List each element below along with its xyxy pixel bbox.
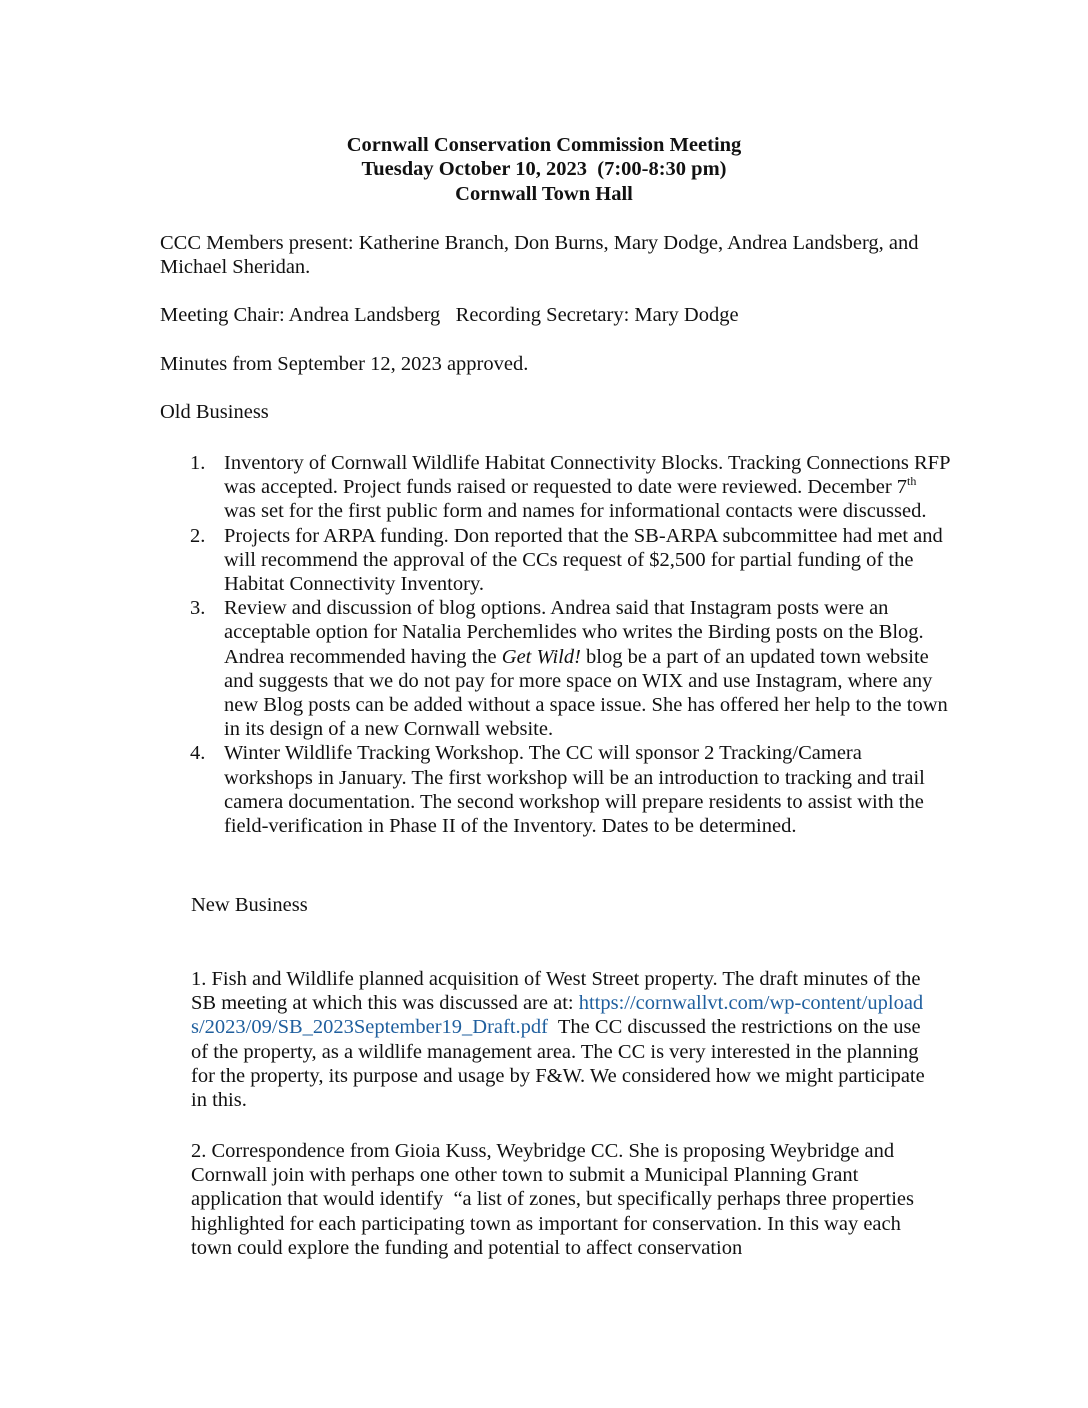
superscript: th bbox=[907, 474, 917, 489]
list-item-number: 2. bbox=[190, 524, 206, 547]
list-item bbox=[190, 524, 950, 597]
list-item bbox=[190, 451, 950, 524]
members-present: CCC Members present: Katherine Branch, Don Burns, Mary Dodge, Andrea Landsberg, and Michael Sheridan. bbox=[160, 232, 919, 279]
old-business-list bbox=[190, 451, 950, 838]
list-item-text: Review and discussion of blog options. Andrea said that Instagram posts were an acceptable option for Natalia Perchemlides who writes the Birding posts on the Blog. Andrea recommended having the Get Wild! blog be a part of an updated town website and suggests that we do not pay for more space on WIX and use Instagram, where any new Blog posts can be added without a space issue. She has offered her help to the town in its design of a new Cornwall website. bbox=[224, 597, 948, 741]
list-item bbox=[190, 596, 950, 741]
list-item bbox=[190, 741, 950, 838]
meeting-date: Tuesday October 10, 2023 (7:00-8:30 pm) bbox=[361, 158, 727, 181]
new-business-item-1: 1. Fish and Wildlife planned acquisition of West Street property. The draft minutes of the SB meeting at which this was discussed are at: https://cornwallvt.com/wp-content/uploads/2023/09/SB_2023September19_Draft.pdf The CC discussed the restrictions on the use of the property, as a wildlife management area. The CC is very interested in the planning for the property, its purpose and usage by F&W. We considered how we might participate in this. bbox=[191, 968, 930, 1112]
blog-name: Get Wild! bbox=[501, 645, 581, 668]
list-item-text: Winter Wildlife Tracking Workshop. The CC will sponsor 2 Tracking/Camera workshops in January. The first workshop will be an introduction to tracking and trail camera documentation. The second workshop will prepare residents to assist with the field-verification in Phase II of the Inventory. Dates to be determined. bbox=[224, 742, 925, 838]
new-business-item-2: 2. Correspondence from Gioia Kuss, Weybridge CC. She is proposing Weybridge and Cornwall join with perhaps one other town to submit a Municipal Planning Grant application that would identify “a list of zones, but specifically perhaps three properties highlighted for each participating town as important for conservation. In this way each town could explore the funding and potential to affect conservation bbox=[191, 1140, 920, 1259]
list-item-number: 3. bbox=[190, 597, 206, 620]
meeting-title: Cornwall Conservation Commission Meeting bbox=[346, 134, 742, 156]
meeting-header bbox=[0, 133, 1088, 206]
meeting-roles: Meeting Chair: Andrea Landsberg Recording Secretary: Mary Dodge bbox=[160, 304, 739, 326]
list-item-number: 1. bbox=[190, 452, 206, 474]
meeting-location: Cornwall Town Hall bbox=[455, 182, 633, 205]
draft-minutes-link[interactable]: https://cornwallvt.com/wp-content/uploads/2023/09/SB_2023September19_Draft.pdf bbox=[191, 992, 924, 1039]
list-item-text: Inventory of Cornwall Wildlife Habitat Connectivity Blocks. Tracking Connections RFP was accepted. Project funds raised or requested to date were reviewed. December 7th was set for the first public form and names for informational contacts were discussed. bbox=[224, 452, 950, 523]
new-business-heading: New Business bbox=[191, 894, 308, 916]
minutes-approval: Minutes from September 12, 2023 approved. bbox=[160, 353, 529, 375]
list-item-number: 4. bbox=[190, 742, 206, 765]
old-business-heading: Old Business bbox=[160, 401, 269, 423]
list-item-text: Projects for ARPA funding. Don reported that the SB-ARPA subcommittee had met and will recommend the approval of the CCs request of $2,500 for partial funding of the Habitat Connectivity Inventory. bbox=[224, 524, 943, 596]
